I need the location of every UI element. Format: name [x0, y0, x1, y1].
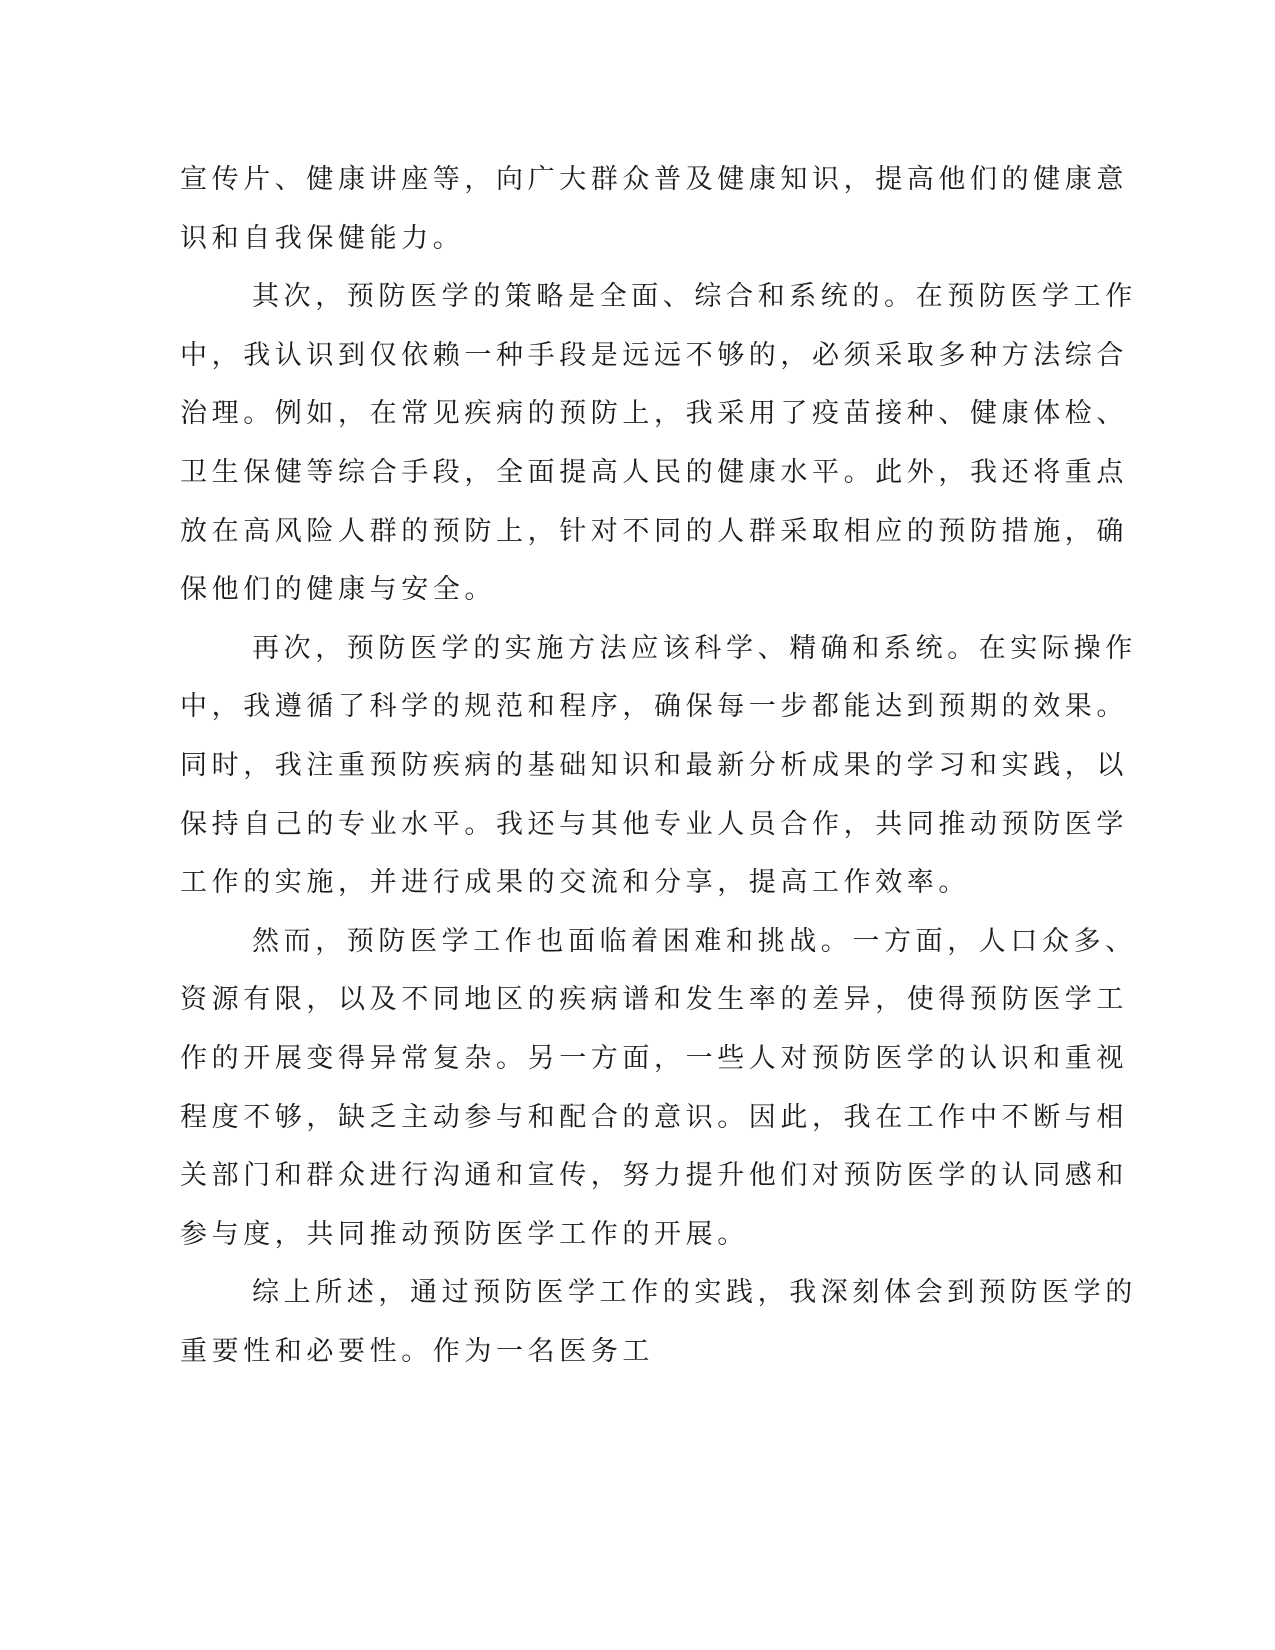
text-line: 放在高风险人群的预防上，针对不同的人群采取相应的预防措施，确 — [180, 515, 1128, 547]
text-line: 保持自己的专业水平。我还与其他专业人员合作，共同推动预防医学 — [180, 808, 1128, 840]
text-line: 保他们的健康与安全。 — [180, 574, 496, 606]
text-line: 关部门和群众进行沟通和宣传，努力提升他们对预防医学的认同感和 — [180, 1160, 1128, 1192]
text-line: 治理。例如，在常见疾病的预防上，我采用了疫苗接种、健康体检、 — [180, 398, 1128, 430]
paragraph-start-line: 其次，预防医学的策略是全面、综合和系统的。在预防医学工作 — [252, 281, 1137, 313]
text-line: 识和自我保健能力。 — [180, 222, 465, 254]
paragraph-start-line: 综上所述，通过预防医学工作的实践，我深刻体会到预防医学的 — [252, 1277, 1137, 1309]
text-line: 重要性和必要性。作为一名医务工 — [180, 1335, 654, 1367]
text-line: 工作的实施，并进行成果的交流和分享，提高工作效率。 — [180, 867, 970, 899]
text-line: 中，我认识到仅依赖一种手段是远远不够的，必须采取多种方法综合 — [180, 339, 1128, 371]
text-line: 程度不够，缺乏主动参与和配合的意识。因此，我在工作中不断与相 — [180, 1101, 1128, 1133]
text-line: 作的开展变得异常复杂。另一方面，一些人对预防医学的认识和重视 — [180, 1042, 1128, 1074]
paragraph-start-line: 再次，预防医学的实施方法应该科学、精确和系统。在实际操作 — [252, 632, 1137, 664]
text-line: 卫生保健等综合手段，全面提高人民的健康水平。此外，我还将重点 — [180, 456, 1128, 488]
body-text — [180, 151, 1137, 1381]
text-line: 宣传片、健康讲座等，向广大群众普及健康知识，提高他们的健康意 — [180, 164, 1128, 195]
text-line: 中，我遵循了科学的规范和程序，确保每一步都能达到预期的效果。 — [180, 691, 1128, 723]
paragraph-start-line: 然而，预防医学工作也面临着困难和挑战。一方面，人口众多、 — [252, 925, 1137, 957]
text-line: 资源有限，以及不同地区的疾病谱和发生率的差异，使得预防医学工 — [180, 984, 1128, 1016]
text-line: 同时，我注重预防疾病的基础知识和最新分析成果的学习和实践，以 — [180, 749, 1128, 781]
text-line: 参与度，共同推动预防医学工作的开展。 — [180, 1218, 749, 1250]
